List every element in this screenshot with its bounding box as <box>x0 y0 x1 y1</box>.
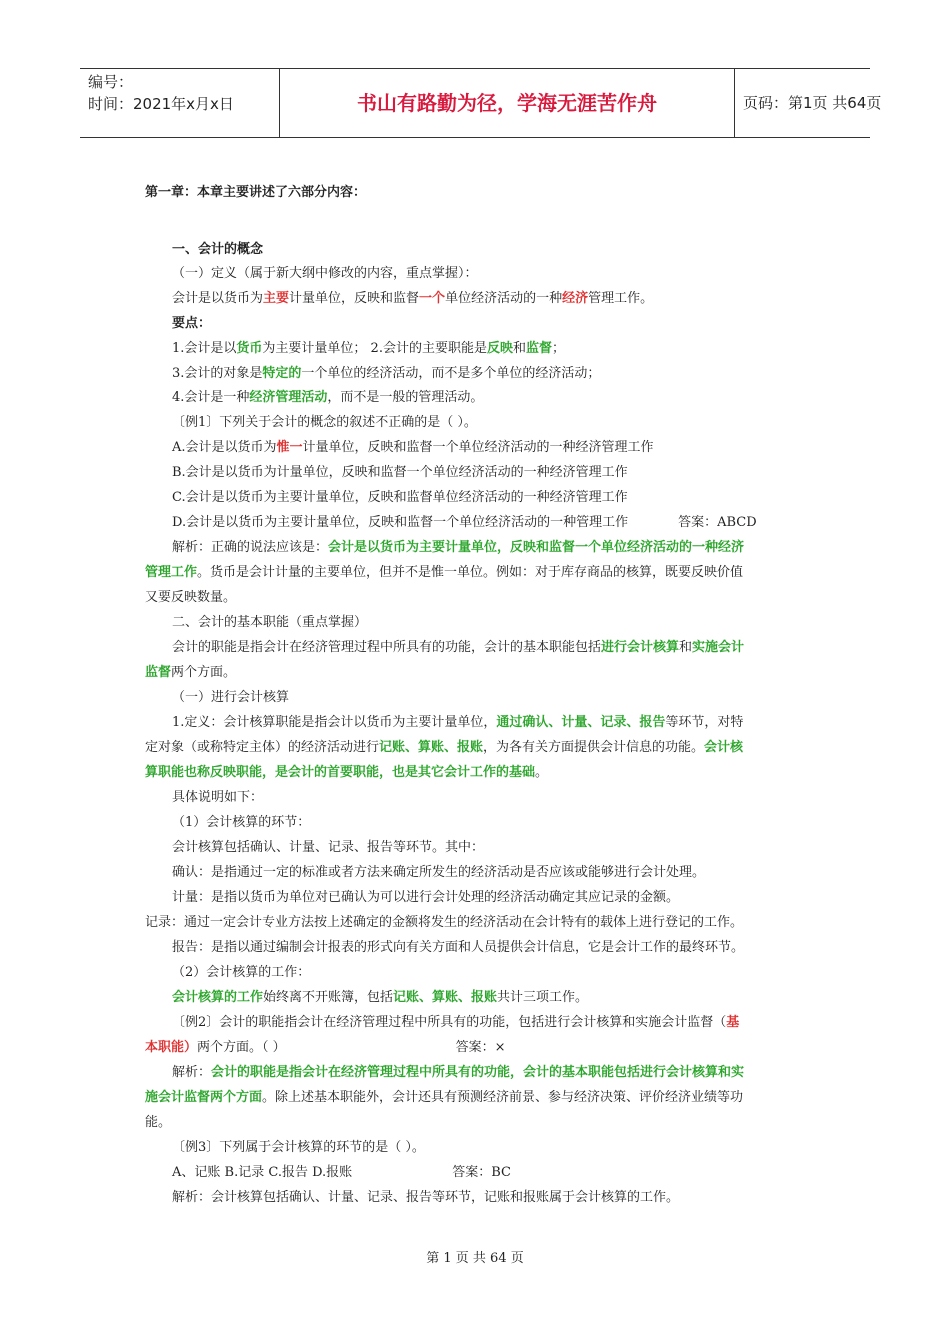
definition-line: 会计是以货币为主要计量单位，反映和监督一个单位经济活动的一种经济管理工作。 <box>172 291 654 306</box>
example1-explanation-2: 管理工作。货币是会计计量的主要单位，但并不是惟一单位。例如：对于库存商品的核算，既要反映价值 <box>145 565 744 580</box>
key-point-4: 4.会计是一种经济管理活动，而不是一般的管理活动。 <box>172 390 484 405</box>
header-info-cell <box>80 69 280 137</box>
work-line: 会计核算的工作始终离不开账簿，包括记账、算账、报账共计三项工作。 <box>172 990 589 1005</box>
page-footer: 第 1 页 共 64 页 <box>426 1251 524 1266</box>
example2-question-2: 本职能）两个方面。（ ） 答案：× <box>145 1040 506 1055</box>
example1-question: 〔例1〕下列关于会计的概念的叙述不正确的是（ ）。 <box>172 415 477 430</box>
doc-number-label: 编号： <box>88 73 134 91</box>
example1-answer: 答案：ABCD <box>678 515 757 530</box>
example2-explanation-2: 施会计监督两个方面。除上述基本职能外，会计还具有预测经济前景、参与经济决策、评价经济业绩等功 <box>145 1090 744 1105</box>
example2-explanation-1: 解析：会计的职能是指会计在经济管理过程中所具有的功能，会计的基本职能包括进行会计核算和实 <box>172 1065 745 1080</box>
step-confirm: 确认：是指通过一定的标准或者方法来确定所发生的经济活动是否应该或能够进行会计处理。 <box>172 865 706 880</box>
example3-options: A、记账 B.记录 C.报告 D.报账 答案：BC <box>172 1165 511 1180</box>
section2-subtitle-1: （一）进行会计核算 <box>172 690 290 705</box>
section2-paragraph-1: 会计的职能是指会计在经济管理过程中所具有的功能，会计的基本职能包括进行会计核算和实施会计 <box>172 640 745 655</box>
example3-question: 〔例3〕下列属于会计核算的环节的是（ ）。 <box>172 1140 425 1155</box>
example2-explanation-3: 能。 <box>145 1115 172 1130</box>
section1-subtitle: （一）定义（属于新大纲中修改的内容，重点掌握）： <box>172 266 478 281</box>
section1-title: 一、会计的概念 <box>172 242 264 257</box>
example1-explanation-1: 解析：正确的说法应该是：会计是以货币为主要计量单位，反映和监督一个单位经济活动的一种经济 <box>172 540 745 555</box>
work-title: （2）会计核算的工作： <box>172 965 311 980</box>
example2-answer: 答案：× <box>455 1040 506 1055</box>
detail-intro: 具体说明如下： <box>172 790 264 805</box>
example1-explanation-3: 又要反映数量。 <box>145 590 237 605</box>
chapter-title: 第一章：本章主要讲述了六部分内容： <box>145 185 367 200</box>
example3-answer: 答案：BC <box>452 1165 511 1180</box>
key-point-3: 3.会计的对象是特定的一个单位的经济活动，而不是多个单位的经济活动； <box>172 366 601 381</box>
example3-explanation: 解析：会计核算包括确认、计量、记录、报告等环节，记账和报账属于会计核算的工作。 <box>172 1190 680 1205</box>
step-record: 记录：通过一定会计专业方法按上述确定的金额将发生的经济活动在会计特有的载体上进行登记的工作。 <box>145 915 744 930</box>
header-page-info: 页码：第1页 共64页 <box>743 94 882 112</box>
definition1-line-3: 算职能也称反映职能，是会计的首要职能，也是其它会计工作的基础。 <box>145 765 549 780</box>
section2-title: 二、会计的基本职能（重点掌握） <box>172 615 368 630</box>
example1-option-d: D.会计是以货币为主要计量单位，反映和监督一个单位经济活动的一种管理工作 答案：ABCD <box>172 515 757 530</box>
example1-option-a: A.会计是以货币为惟一计量单位，反映和监督一个单位经济活动的一种经济管理工作 <box>172 440 654 455</box>
step-report: 报告：是指以通过编制会计报表的形式向有关方面和人员提供会计信息，它是会计工作的最终环节。 <box>172 940 745 955</box>
page-header <box>80 68 882 138</box>
step-measure: 计量：是指以货币为单位对已确认为可以进行会计处理的经济活动确定其应记录的金额。 <box>172 890 680 905</box>
doc-time-label: 时间：2021年x月x日 <box>88 95 234 113</box>
example1-option-b: B.会计是以货币为计量单位，反映和监督一个单位经济活动的一种经济管理工作 <box>172 465 628 480</box>
example2-question-1: 〔例2〕会计的职能指会计在经济管理过程中所具有的功能，包括进行会计核算和实施会计监督（基 <box>172 1015 740 1030</box>
key-point-1-2: 1.会计是以货币为主要计量单位； 2.会计的主要职能是反映和监督； <box>172 341 566 356</box>
steps-intro: 会计核算包括确认、计量、记录、报告等环节。其中： <box>172 840 485 855</box>
definition1-line-1: 1.定义：会计核算职能是指会计以货币为主要计量单位，通过确认、计量、记录、报告等环节，对特 <box>172 715 744 730</box>
section2-paragraph-2: 监督两个方面。 <box>145 665 237 680</box>
example1-option-c: C.会计是以货币为主要计量单位，反映和监督单位经济活动的一种经济管理工作 <box>172 490 628 505</box>
steps-title: （1）会计核算的环节： <box>172 815 311 830</box>
definition1-line-2: 定对象（或称特定主体）的经济活动进行记账、算账、报账，为各有关方面提供会计信息的功能。会计核 <box>145 740 744 755</box>
key-points-label: 要点： <box>172 316 212 331</box>
header-motto: 书山有路勤为径，学海无涯苦作舟 <box>280 69 735 137</box>
